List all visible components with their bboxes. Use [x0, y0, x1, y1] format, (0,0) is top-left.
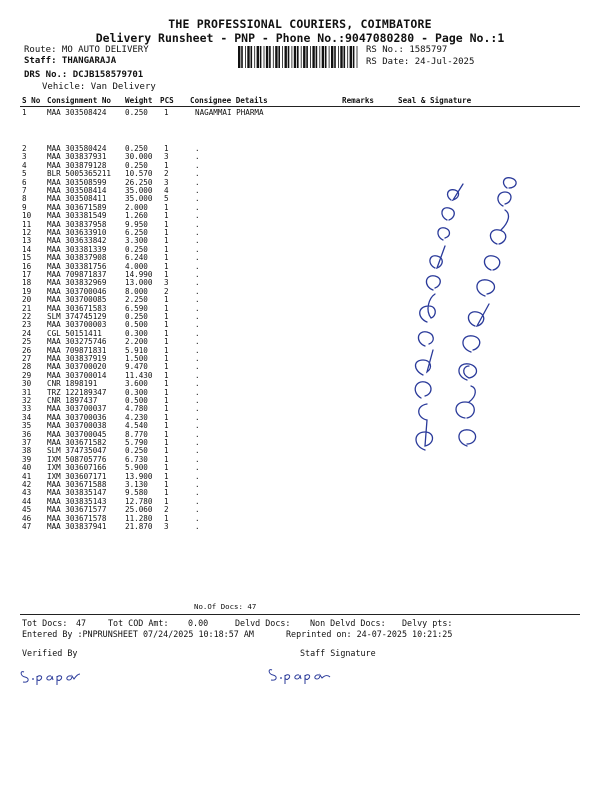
cell-consignment: MAA 303700038: [47, 421, 107, 431]
barcode: [238, 46, 358, 68]
cell-consignment: MAA 303580424: [47, 144, 107, 153]
cell-pcs: 1: [164, 454, 169, 464]
cell-consignee: .: [195, 404, 200, 414]
cell-weight: 35.000: [125, 186, 153, 195]
cell-sno: 4: [22, 160, 27, 170]
cell-weight: 11.280: [125, 513, 153, 523]
cell-sno: 10: [22, 211, 32, 221]
cell-pcs: 1: [164, 480, 169, 489]
cell-consignment: IXM 303607171: [47, 471, 107, 481]
cell-consignee: .: [195, 303, 200, 313]
cell-consignment: SLM 374745129: [47, 312, 107, 321]
cell-sno: 13: [22, 236, 32, 246]
cell-pcs: 1: [164, 354, 169, 363]
cell-sno: 19: [22, 286, 32, 296]
cell-pcs: 1: [164, 387, 169, 397]
cell-weight: 5.900: [125, 463, 148, 473]
cell-consignee: .: [195, 446, 200, 456]
cell-consignment: MAA 303700036: [47, 412, 107, 422]
cell-weight: 2.200: [125, 337, 148, 347]
non-delvd-docs-label: Non Delvd Docs:: [310, 618, 386, 628]
cell-sno: 31: [22, 387, 32, 397]
cell-weight: 13.000: [125, 278, 153, 288]
cell-consignee: .: [195, 429, 200, 439]
cell-consignee: .: [195, 496, 200, 506]
cell-consignment: MAA 303835143: [47, 496, 107, 506]
cell-consignment: IXM 508705776: [47, 454, 107, 464]
cell-consignee: .: [195, 219, 200, 229]
cell-sno: 15: [22, 253, 32, 263]
cell-consignee: .: [195, 328, 200, 338]
cell-consignee: .: [195, 261, 200, 271]
cell-weight: 9.470: [125, 362, 148, 372]
cell-consignee: .: [195, 169, 200, 179]
cell-pcs: 1: [164, 244, 169, 254]
cell-sno: 26: [22, 345, 32, 355]
handwritten-annotation: [405, 170, 535, 470]
cell-pcs: 4: [164, 186, 169, 195]
vehicle-label: Vehicle: Van Delivery: [42, 82, 156, 92]
cell-weight: 5.910: [125, 345, 148, 355]
cell-pcs: 1: [164, 211, 169, 221]
cell-consignment: MAA 303700085: [47, 295, 107, 305]
reprinted-on: Reprinted on: 24-07-2025 10:21:25: [286, 629, 453, 639]
cell-pcs: 1: [164, 320, 169, 330]
cell-pcs: 1: [164, 295, 169, 305]
cell-consignment: CNR 1898191: [47, 379, 98, 389]
cell-pcs: 1: [164, 253, 169, 263]
cell-consignee: .: [195, 320, 200, 330]
cell-consignment: MAA 709871837: [47, 270, 107, 279]
delvy-pts-label: Delvy pts:: [402, 618, 453, 628]
cell-sno: 8: [22, 194, 27, 204]
cell-sno: 39: [22, 454, 32, 464]
cell-sno: 45: [22, 505, 32, 515]
cell-weight: 14.990: [125, 270, 153, 279]
cell-weight: 0.250: [125, 312, 148, 321]
cell-weight: 0.300: [125, 328, 148, 338]
cell-pcs: 1: [164, 496, 169, 506]
cell-pcs: 1: [164, 429, 169, 439]
cell-consignee: .: [195, 370, 200, 380]
delvd-docs-label: Delvd Docs:: [235, 618, 291, 628]
cell-pcs: 1: [164, 219, 169, 229]
cell-consignment: MAA 303633842: [47, 236, 107, 246]
cell-consignment: MAA 303381339: [47, 244, 107, 254]
cell-consignment: MAA 303700003: [47, 320, 107, 330]
cell-weight: 26.250: [125, 177, 153, 187]
cell-weight: 21.870: [125, 522, 153, 531]
cell-consignment: MAA 303835147: [47, 488, 107, 498]
cell-consignee: .: [195, 286, 200, 296]
cell-sno: 3: [22, 152, 27, 162]
cell-weight: 0.300: [125, 387, 148, 397]
drs-number: DRS No.: DCJB158579701: [24, 70, 144, 80]
cell-consignee: .: [195, 463, 200, 473]
cell-weight: 25.060: [125, 505, 153, 515]
rs-date: RS Date: 24-Jul-2025: [366, 57, 475, 67]
cell-weight: 8.000: [125, 286, 148, 296]
cell-consignment: MAA 303700046: [47, 286, 107, 296]
cell-consignee: NAGAMMAI PHARMA: [195, 108, 264, 117]
tot-docs-value: 47: [76, 618, 87, 628]
cell-pcs: 1: [164, 202, 169, 212]
cell-pcs: 1: [164, 412, 169, 422]
cell-sno: 21: [22, 303, 32, 313]
cell-sno: 22: [22, 312, 32, 321]
cell-sno: 42: [22, 480, 32, 489]
cell-weight: 9.580: [125, 488, 148, 498]
cell-sno: 28: [22, 362, 32, 372]
cell-pcs: 5: [164, 194, 169, 204]
col-header-sno: S No: [22, 96, 41, 105]
table-row: [0, 523, 600, 531]
cell-sno: 43: [22, 488, 32, 498]
cell-pcs: 1: [164, 328, 169, 338]
cell-consignment: CNR 1897437: [47, 396, 98, 405]
cell-pcs: 1: [164, 337, 169, 347]
cell-sno: 47: [22, 522, 32, 531]
cell-consignment: CGL 50151411: [47, 328, 102, 338]
cell-weight: 6.590: [125, 303, 148, 313]
staff-signature: [266, 664, 336, 686]
cell-sno: 24: [22, 328, 32, 338]
cell-consignee: .: [195, 345, 200, 355]
staff-label: Staff: THANGARAJA: [24, 56, 117, 66]
cell-pcs: 1: [164, 362, 169, 372]
route-label: Route: MO AUTO DELIVERY: [24, 45, 149, 55]
cell-sno: 20: [22, 295, 32, 305]
cell-consignee: .: [195, 438, 200, 447]
cell-consignment: MAA 303508599: [47, 177, 107, 187]
cell-sno: 38: [22, 446, 32, 456]
cell-sno: 40: [22, 463, 32, 473]
cell-consignee: .: [195, 186, 200, 195]
cell-pcs: 1: [164, 421, 169, 431]
cell-pcs: 1: [164, 379, 169, 389]
col-header-weight: Weight: [125, 96, 153, 105]
cell-consignment: SLM 374735047: [47, 446, 107, 456]
cell-consignment: MAA 303508424: [47, 108, 107, 117]
cell-pcs: 1: [164, 108, 169, 117]
cell-consignee: .: [195, 396, 200, 405]
cell-consignee: .: [195, 354, 200, 363]
cell-weight: 3.130: [125, 480, 148, 489]
cell-consignment: MAA 303508414: [47, 186, 107, 195]
cell-pcs: 1: [164, 471, 169, 481]
cell-weight: 2.000: [125, 202, 148, 212]
cell-weight: 6.730: [125, 454, 148, 464]
cell-consignee: .: [195, 295, 200, 305]
cell-weight: 6.250: [125, 228, 148, 237]
cell-weight: 2.250: [125, 295, 148, 305]
cell-weight: 0.250: [125, 108, 148, 117]
cell-weight: 13.900: [125, 471, 153, 481]
cell-consignee: .: [195, 194, 200, 204]
staff-signature-label: Staff Signature: [300, 648, 376, 658]
cell-pcs: 2: [164, 286, 169, 296]
cell-consignment: MAA 303700020: [47, 362, 107, 372]
cell-consignee: .: [195, 228, 200, 237]
cell-sno: 32: [22, 396, 32, 405]
cell-weight: 0.250: [125, 446, 148, 456]
cell-consignee: .: [195, 488, 200, 498]
cell-consignee: .: [195, 177, 200, 187]
cell-pcs: 1: [164, 160, 169, 170]
cell-consignee: .: [195, 387, 200, 397]
cell-consignee: .: [195, 362, 200, 372]
cell-pcs: 1: [164, 312, 169, 321]
cell-weight: 8.770: [125, 429, 148, 439]
cell-sno: 18: [22, 278, 32, 288]
header-divider: [20, 106, 580, 107]
cell-consignment: MAA 303700037: [47, 404, 107, 414]
cell-consignee: .: [195, 471, 200, 481]
cell-weight: 0.250: [125, 160, 148, 170]
cell-sno: 7: [22, 186, 27, 195]
cell-consignment: MAA 303633910: [47, 228, 107, 237]
cell-weight: 11.430: [125, 370, 153, 380]
cell-pcs: 1: [164, 144, 169, 153]
cell-consignee: .: [195, 278, 200, 288]
cell-sno: 29: [22, 370, 32, 380]
cell-consignment: MAA 303837958: [47, 219, 107, 229]
cell-consignee: .: [195, 160, 200, 170]
footer-divider: [20, 614, 580, 615]
cell-consignment: MAA 303671577: [47, 505, 107, 515]
cell-consignment: IXM 303607166: [47, 463, 107, 473]
cell-consignment: MAA 303879128: [47, 160, 107, 170]
cell-sno: 30: [22, 379, 32, 389]
cell-sno: 2: [22, 144, 27, 153]
cell-weight: 0.500: [125, 396, 148, 405]
no-of-docs: No.Of Docs: 47: [194, 602, 257, 611]
verified-signature: [18, 664, 88, 686]
cell-sno: 34: [22, 412, 32, 422]
cell-consignment: MAA 303671582: [47, 438, 107, 447]
cell-consignee: .: [195, 421, 200, 431]
col-header-seal: Seal & Signature: [398, 96, 472, 105]
cell-pcs: 3: [164, 177, 169, 187]
cell-sno: 46: [22, 513, 32, 523]
col-header-pcs: PCS: [160, 96, 174, 105]
cell-weight: 4.780: [125, 404, 148, 414]
cell-sno: 23: [22, 320, 32, 330]
cell-weight: 4.540: [125, 421, 148, 431]
cell-sno: 5: [22, 169, 27, 179]
cell-consignee: .: [195, 505, 200, 515]
cell-pcs: 1: [164, 261, 169, 271]
cell-pcs: 1: [164, 236, 169, 246]
cell-consignee: .: [195, 480, 200, 489]
cell-consignee: .: [195, 522, 200, 531]
cell-sno: 36: [22, 429, 32, 439]
cell-consignee: .: [195, 513, 200, 523]
cell-consignment: MAA 303671589: [47, 202, 107, 212]
cell-weight: 35.000: [125, 194, 153, 204]
verified-by-label: Verified By: [22, 648, 78, 658]
cell-sno: 41: [22, 471, 32, 481]
cell-pcs: 1: [164, 488, 169, 498]
cell-consignment: MAA 303381756: [47, 261, 107, 271]
runsheet-title: Delivery Runsheet - PNP - Phone No.:9047080280 - Page No.:1: [95, 31, 505, 45]
cell-sno: 44: [22, 496, 32, 506]
table-row: [0, 109, 600, 117]
cell-pcs: 1: [164, 396, 169, 405]
cell-pcs: 1: [164, 370, 169, 380]
company-name: THE PROFESSIONAL COURIERS, COIMBATORE: [168, 17, 432, 31]
cell-consignee: .: [195, 244, 200, 254]
cell-sno: 9: [22, 202, 27, 212]
tot-cod-value: 0.00: [188, 618, 209, 628]
cell-sno: 11: [22, 219, 32, 229]
cell-pcs: 1: [164, 228, 169, 237]
cell-consignee: .: [195, 379, 200, 389]
cell-consignee: .: [195, 236, 200, 246]
cell-consignment: MAA 303275746: [47, 337, 107, 347]
cell-weight: 10.570: [125, 169, 153, 179]
cell-weight: 4.000: [125, 261, 148, 271]
cell-sno: 25: [22, 337, 32, 347]
cell-consignee: .: [195, 270, 200, 279]
cell-weight: 1.260: [125, 211, 148, 221]
cell-pcs: 1: [164, 446, 169, 456]
cell-sno: 27: [22, 354, 32, 363]
cell-weight: 3.300: [125, 236, 148, 246]
cell-sno: 17: [22, 270, 32, 279]
cell-consignment: MAA 709871831: [47, 345, 107, 355]
cell-sno: 37: [22, 438, 32, 447]
cell-pcs: 1: [164, 345, 169, 355]
cell-pcs: 3: [164, 522, 169, 531]
cell-weight: 9.950: [125, 219, 148, 229]
cell-consignment: MAA 303671588: [47, 480, 107, 489]
cell-sno: 16: [22, 261, 32, 271]
entered-by: Entered By :PNPRUNSHEET 07/24/2025 10:18:57 AM: [22, 629, 254, 639]
cell-weight: 6.240: [125, 253, 148, 263]
cell-consignment: MAA 303700014: [47, 370, 107, 380]
tot-docs-label: Tot Docs:: [22, 618, 68, 628]
cell-consignee: .: [195, 202, 200, 212]
cell-weight: 3.600: [125, 379, 148, 389]
cell-weight: 1.500: [125, 354, 148, 363]
cell-consignee: .: [195, 412, 200, 422]
cell-consignment: MAA 303671583: [47, 303, 107, 313]
cell-pcs: 3: [164, 278, 169, 288]
cell-consignment: MAA 303837941: [47, 522, 107, 531]
cell-weight: 5.790: [125, 438, 148, 447]
cell-pcs: 2: [164, 169, 169, 179]
cell-pcs: 1: [164, 404, 169, 414]
cell-pcs: 1: [164, 438, 169, 447]
cell-pcs: 3: [164, 152, 169, 162]
cell-weight: 4.230: [125, 412, 148, 422]
cell-pcs: 2: [164, 505, 169, 515]
cell-sno: 33: [22, 404, 32, 414]
cell-consignment: MAA 303508411: [47, 194, 107, 204]
cell-pcs: 1: [164, 513, 169, 523]
cell-consignee: .: [195, 253, 200, 263]
cell-consignee: .: [195, 454, 200, 464]
cell-consignee: .: [195, 144, 200, 153]
cell-weight: 0.250: [125, 144, 148, 153]
cell-sno: 12: [22, 228, 32, 237]
cell-sno: 6: [22, 177, 27, 187]
cell-weight: 0.500: [125, 320, 148, 330]
cell-weight: 12.780: [125, 496, 153, 506]
tot-cod-label: Tot COD Amt:: [108, 618, 169, 628]
cell-consignee: .: [195, 152, 200, 162]
cell-sno: 35: [22, 421, 32, 431]
cell-weight: 30.000: [125, 152, 153, 162]
rs-number: RS No.: 1585797: [366, 45, 448, 55]
cell-consignment: MAA 303837919: [47, 354, 107, 363]
col-header-consignment: Consignment No: [47, 96, 112, 105]
cell-consignment: BLR 5005365211: [47, 169, 112, 179]
cell-sno: 1: [22, 108, 27, 117]
cell-pcs: 1: [164, 463, 169, 473]
cell-consignment: MAA 303837908: [47, 253, 107, 263]
col-header-remarks: Remarks: [342, 96, 375, 105]
cell-consignee: .: [195, 312, 200, 321]
cell-consignment: MAA 303837931: [47, 152, 107, 162]
cell-sno: 14: [22, 244, 32, 254]
cell-consignee: .: [195, 211, 200, 221]
cell-consignment: TRZ 122189347: [47, 387, 107, 397]
cell-consignment: MAA 303381549: [47, 211, 107, 221]
cell-weight: 0.250: [125, 244, 148, 254]
cell-pcs: 1: [164, 270, 169, 279]
cell-consignment: MAA 303832969: [47, 278, 107, 288]
cell-pcs: 1: [164, 303, 169, 313]
cell-consignment: MAA 303700045: [47, 429, 107, 439]
cell-consignment: MAA 303671578: [47, 513, 107, 523]
col-header-consignee: Consignee Details: [190, 96, 268, 105]
cell-consignee: .: [195, 337, 200, 347]
